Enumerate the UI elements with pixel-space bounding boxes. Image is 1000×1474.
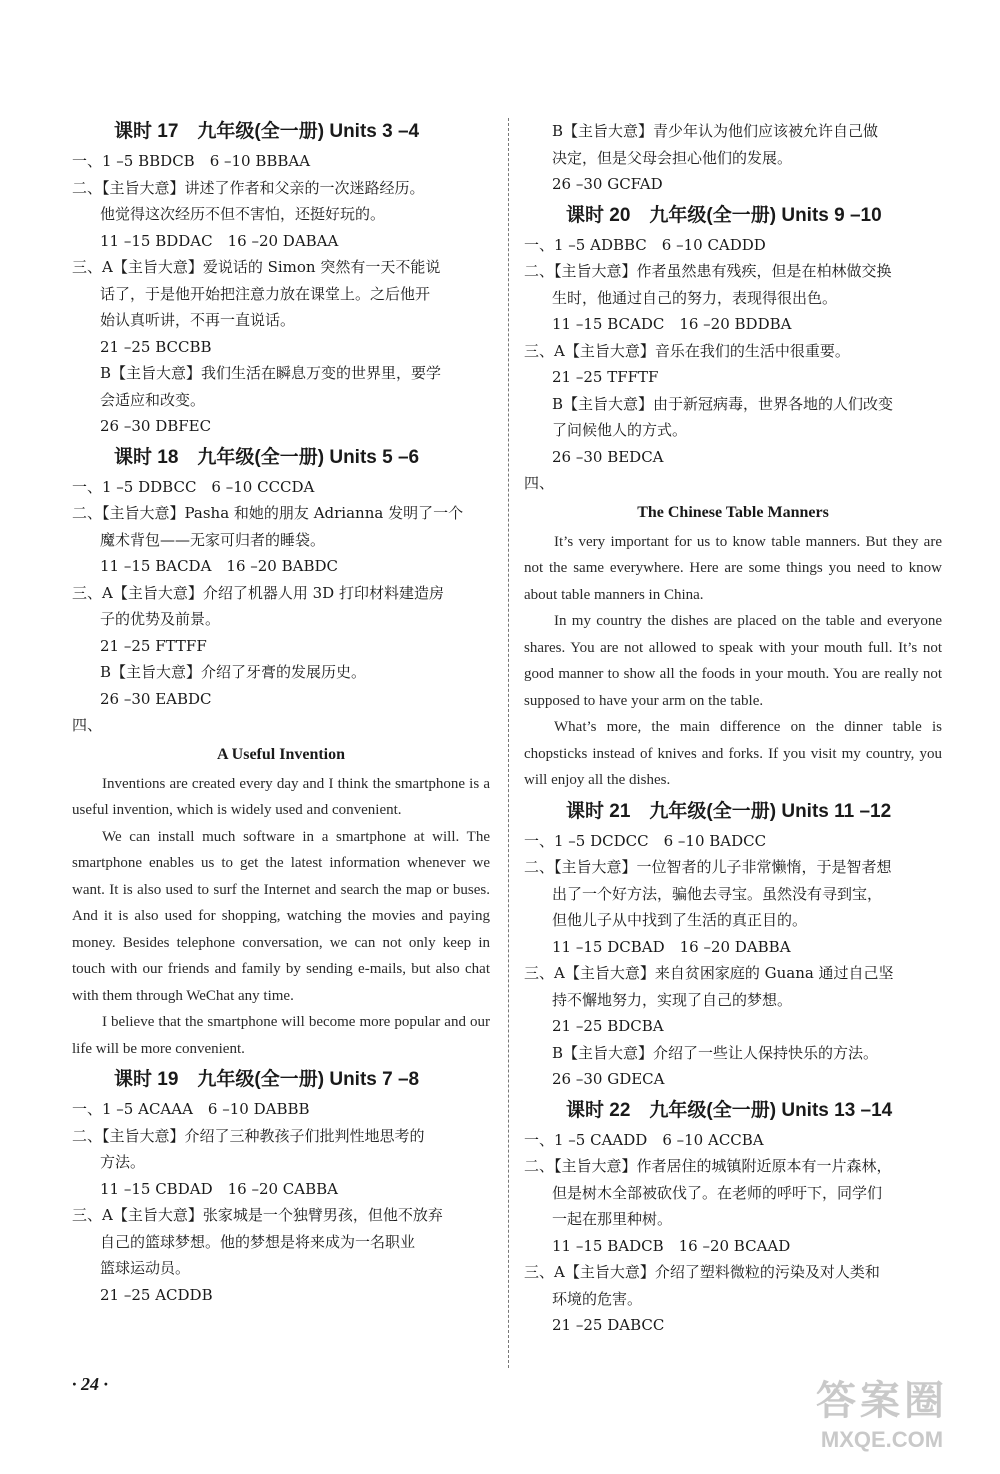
answer-line: 一、1 –5 DCDCC 6 –10 BADCC — [524, 831, 767, 850]
answer-line: 魔术背包——无家可归者的睡袋。 — [100, 530, 326, 549]
lesson-title: 课时 22 九年级(全一册) Units 13 –14 — [566, 1099, 893, 1121]
answer-line: 了问候他人的方式。 — [552, 421, 688, 439]
essay-paragraph: What’s more, the main difference on the dinner table is chopsticks instead of knives and forks. If you visit my country, you will enjoy all the dishes. — [524, 719, 942, 788]
answer-line: 三、A【主旨大意】音乐在我们的生活中很重要。 — [524, 341, 850, 360]
answer-line: 四、 — [72, 716, 103, 734]
answer-line: 二、【主旨大意】讲述了作者和父亲的一次迷路经历。 — [72, 178, 425, 197]
lesson-title: 课时 20 九年级(全一册) Units 9 –10 — [566, 204, 882, 226]
watermark-url: MXQE.COM — [820, 1427, 944, 1452]
answer-line: 自己的篮球梦想。他的梦想是将来成为一名职业 — [100, 1232, 416, 1251]
answer-line: B【主旨大意】由于新冠病毒，世界各地的人们改变 — [552, 394, 894, 413]
answer-line: 决定，但是父母会担心他们的发展。 — [552, 148, 793, 167]
answer-line: 二、【主旨大意】介绍了三种教孩子们批判性地思考的 — [72, 1126, 425, 1145]
answer-line: 一、1 –5 CAADD 6 –10 ACCBA — [524, 1130, 764, 1149]
answer-line: 26 –30 EABDC — [100, 689, 212, 708]
answer-line: 26 –30 GDECA — [552, 1070, 665, 1088]
answer-line: 二、【主旨大意】Pasha 和她的朋友 Adrianna 发明了一个 — [72, 504, 464, 522]
answer-line: 环境的危害。 — [552, 1289, 643, 1308]
answer-line: 三、A【主旨大意】来自贫困家庭的 Guana 通过自己坚 — [524, 964, 894, 982]
right-column — [524, 118, 942, 1343]
answer-line: 11 –15 BDDAC 16 –20 DABAA — [100, 231, 339, 250]
answer-line: B【主旨大意】我们生活在瞬息万变的世界里，要学 — [100, 364, 442, 382]
answer-line: 26 –30 GCFAD — [552, 175, 663, 193]
answer-line: 11 –15 CBDAD 16 –20 CABBA — [100, 1179, 338, 1198]
column-divider — [508, 118, 509, 1368]
answer-line: 21 –25 BCCBB — [100, 337, 212, 356]
answer-line: 三、A【主旨大意】介绍了机器人用 3D 打印材料建造房 — [72, 583, 444, 602]
answer-line: 11 –15 BACDA 16 –20 BABDC — [100, 557, 338, 575]
answer-line: 三、A【主旨大意】张家城是一个独臂男孩，但他不放弃 — [72, 1206, 443, 1224]
answer-line: 11 –15 BADCB 16 –20 BCAAD — [552, 1236, 791, 1255]
answer-line: 但是树木全部被砍伐了。在老师的呼吁下，同学们 — [552, 1183, 883, 1202]
answer-line: 方法。 — [100, 1153, 146, 1171]
lesson-18 — [72, 444, 490, 1063]
essay-paragraph: It’s very important for us to know table manners. But they are not the same everywhere. Here are some things you need to know about table manners in China. — [524, 533, 942, 603]
essay-title: A Useful Invention — [216, 745, 346, 763]
answer-line: B【主旨大意】青少年认为他们应该被允许自己做 — [552, 122, 879, 140]
essay-paragraph: Inventions are created every day and I think the smartphone is a useful invention, which is widely used and convenient. — [72, 775, 490, 818]
answer-line: 26 –30 DBFEC — [100, 417, 212, 435]
answer-line: 一、1 –5 DDBCC 6 –10 CCCDA — [72, 477, 315, 496]
answer-line: 但他儿子从中找到了生活的真正目的。 — [552, 911, 808, 929]
answer-line: 二、【主旨大意】作者居住的城镇附近原本有一片森林， — [524, 1157, 892, 1175]
answer-line: B【主旨大意】介绍了一些让人保持快乐的方法。 — [552, 1043, 879, 1062]
answer-line: 子的优势及前景。 — [100, 610, 221, 628]
page-number: · 24 · — [72, 1374, 108, 1394]
answer-line: 二、【主旨大意】作者虽然患有残疾，但是在柏林做交换 — [524, 262, 892, 280]
essay-paragraph: We can install much software in a smartphone at will. The smartphone enables us to get the latest information whenever we want. It is also used to surf the Internet and search the map or buses. And it is also used for shopping, watching the movies and paying money. Besides telephone conversation, we can not only keep in touch with our friends and family by sending e-mails, but also chat with them through WeChat any time. — [72, 828, 490, 1004]
answer-line: 四、 — [524, 474, 555, 492]
answer-line: 始认真听讲，不再一直说话。 — [100, 311, 296, 329]
watermark-text: 答案圈 — [816, 1379, 948, 1423]
lesson-20 — [524, 202, 942, 794]
lesson-title: 课时 17 九年级(全一册) Units 3 –4 — [114, 121, 420, 142]
answer-line: 生时，他通过自己的努力，表现得很出色。 — [552, 288, 838, 307]
answer-line: 二、【主旨大意】一位智者的儿子非常懒惰，于是智者想 — [524, 858, 892, 876]
answer-line: 11 –15 DCBAD 16 –20 DABBA — [552, 937, 791, 956]
answer-line: 一起在那里种树。 — [552, 1210, 673, 1228]
lesson-title: 课时 18 九年级(全一册) Units 5 –6 — [114, 446, 420, 468]
lesson-22 — [524, 1097, 942, 1339]
answer-line: 11 –15 BCADC 16 –20 BDDBA — [552, 315, 792, 333]
answer-line: 21 –25 BDCBA — [552, 1017, 664, 1035]
lesson-19-continued — [524, 118, 942, 198]
answer-line: 21 –25 DABCC — [552, 1316, 665, 1334]
left-column — [72, 118, 490, 1312]
essay-title: The Chinese Table Manners — [637, 503, 829, 521]
answer-line: 他觉得这次经历不但不害怕，还挺好玩的。 — [100, 205, 386, 223]
answer-line: B【主旨大意】介绍了牙膏的发展历史。 — [100, 663, 367, 681]
lesson-title: 课时 19 九年级(全一册) Units 7 –8 — [114, 1069, 420, 1090]
essay-paragraph: In my country the dishes are placed on the table and everyone shares. You are not allowed to speak with your mouth full. It’s not good manner to show all the foods in your mouth. You are really not supposed to have your arm on the table. — [524, 613, 942, 709]
answer-line: 21 –25 FTTFF — [100, 636, 207, 655]
answer-line: 话了，于是他开始把注意力放在课堂上。之后他开 — [100, 284, 431, 303]
answer-line: 三、A【主旨大意】介绍了塑料微粒的污染及对人类和 — [524, 1263, 880, 1281]
lesson-17 — [72, 118, 490, 440]
essay-paragraph: I believe that the smartphone will become more popular and our life will be more convenient. — [72, 1014, 490, 1057]
answer-line: 21 –25 ACDDB — [100, 1285, 213, 1304]
watermark-logo — [782, 1376, 982, 1466]
lesson-title: 课时 21 九年级(全一册) Units 11 –12 — [566, 800, 892, 822]
answer-line: 出了一个好方法，骗他去寻宝。虽然没有寻到宝， — [552, 884, 883, 903]
answer-line: 三、A【主旨大意】爱说话的 Simon 突然有一天不能说 — [72, 258, 441, 276]
answer-line: 会适应和改变。 — [100, 390, 206, 409]
answer-line: 一、1 –5 ACAAA 6 –10 DABBB — [72, 1100, 310, 1118]
answer-line: 持不懈地努力，实现了自己的梦想。 — [552, 990, 793, 1009]
lesson-21 — [524, 798, 942, 1093]
lesson-19 — [72, 1066, 490, 1308]
answer-line: 篮球运动员。 — [100, 1259, 191, 1277]
answer-line: 21 –25 TFFTF — [552, 368, 659, 386]
answer-line: 一、1 –5 ADBBC 6 –10 CADDD — [524, 235, 766, 254]
answer-line: 一、1 –5 BBDCB 6 –10 BBBAA — [72, 152, 311, 170]
answer-line: 26 –30 BEDCA — [552, 447, 664, 466]
